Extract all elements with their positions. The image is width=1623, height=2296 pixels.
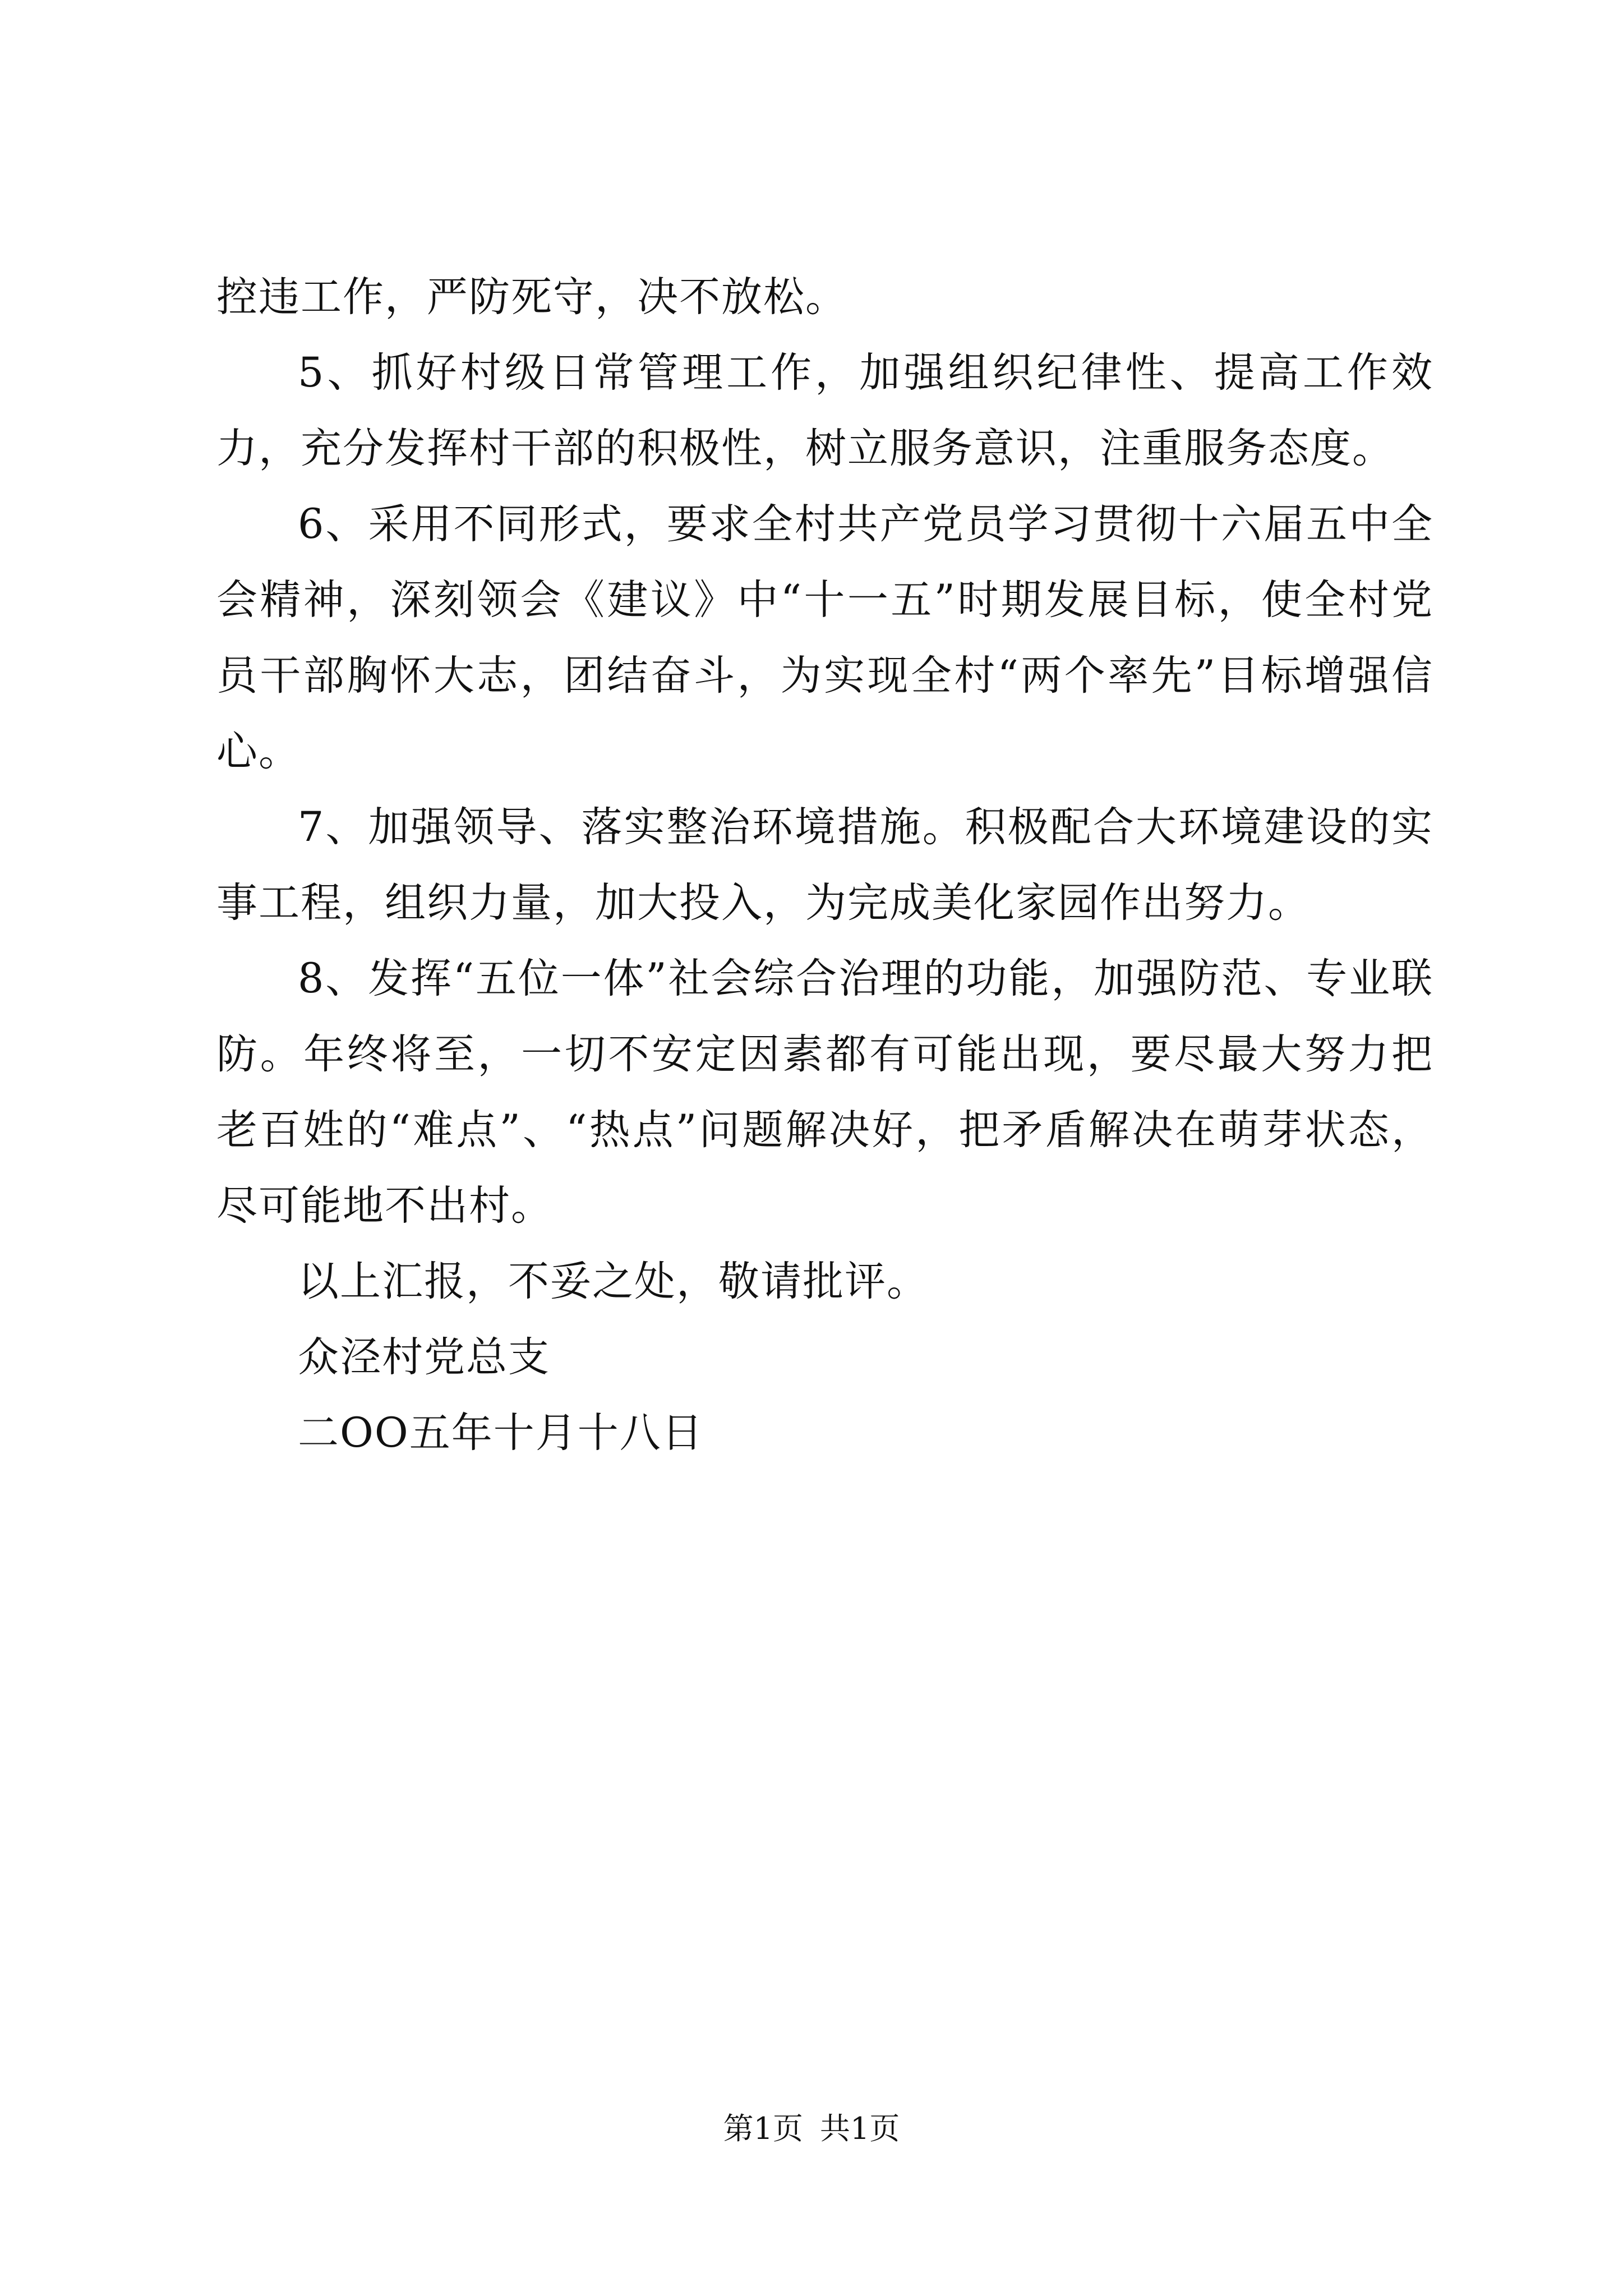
paragraph-continuation: 控违工作，严防死守，决不放松。 bbox=[216, 273, 847, 321]
paragraph-item-8: 8、发挥“五位一体”社会综合治理的功能，加强防范、专业联防。年终将至，一切不安定因素都有可能出现，要尽最大努力把老百姓的“难点”、“热点”问题解决好，把矛盾解决在萌芽状态，尽可能地不出村。 bbox=[216, 955, 1433, 1230]
document-date: 二OO五年十月十八日 bbox=[298, 1409, 704, 1457]
page-number-current: 第1页 bbox=[723, 2111, 803, 2146]
page-number-total: 共1页 bbox=[820, 2111, 900, 2146]
paragraph-item-7: 7、加强领导、落实整治环境措施。积极配合大环境建设的实事工程，组织力量，加大投入，为完成美化家园作出努力。 bbox=[216, 803, 1433, 927]
paragraph-item-5: 5、抓好村级日常管理工作，加强组织纪律性、提高工作效力，充分发挥村干部的积极性，树立服务意识，注重服务态度。 bbox=[216, 349, 1433, 472]
closing-remark: 以上汇报，不妥之处，敬请批评。 bbox=[298, 1258, 929, 1305]
paragraph-item-6: 6、采用不同形式，要求全村共产党员学习贯彻十六届五中全会精神，深刻领会《建议》中“十一五”时期发展目标，使全村党员干部胸怀大志，团结奋斗，为实现全村“两个率先”目标增强信心。 bbox=[216, 500, 1433, 775]
page-footer bbox=[0, 2109, 1623, 2148]
signature: 众泾村党总支 bbox=[298, 1333, 550, 1381]
document-body bbox=[216, 259, 1433, 1471]
